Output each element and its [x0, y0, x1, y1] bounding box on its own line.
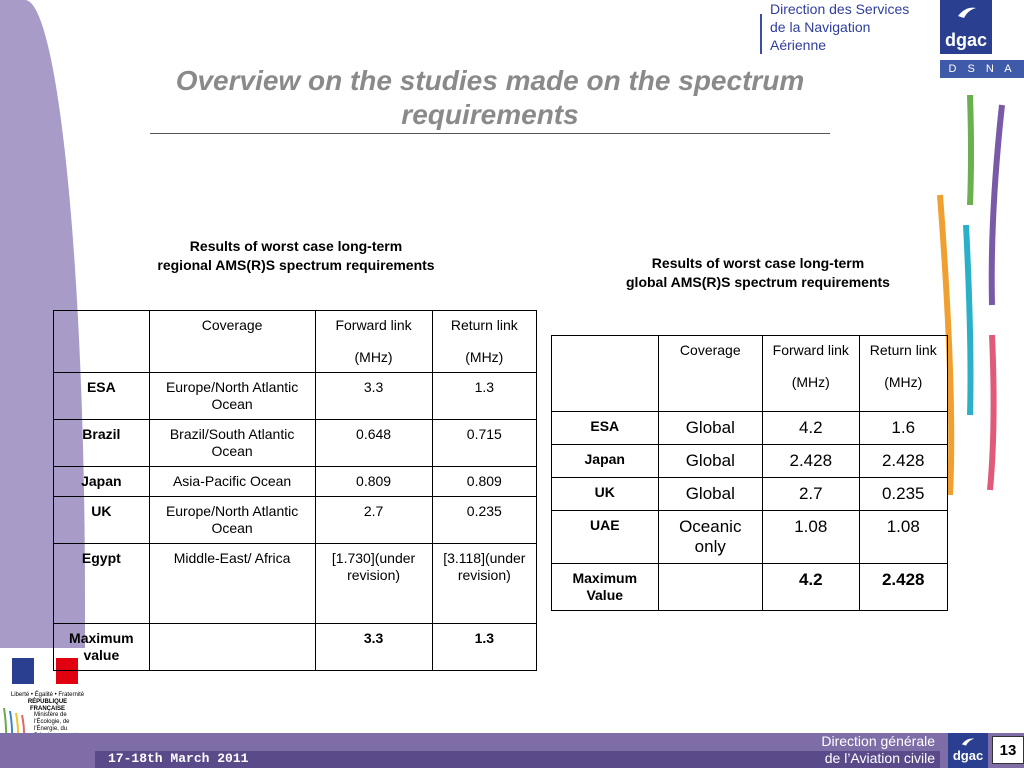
- row-forward: 2.7: [763, 478, 859, 511]
- header-divider: [760, 14, 762, 54]
- table-row-maximum: [552, 564, 948, 611]
- row-forward: 0.809: [315, 467, 432, 497]
- header-return-link: Return link (MHz): [432, 311, 536, 373]
- row-return: 1.3: [432, 624, 536, 671]
- row-coverage: Middle-East/ Africa: [149, 544, 315, 624]
- footer-date: 17-18th March 2011: [108, 751, 249, 766]
- table-row: [54, 544, 537, 624]
- bird-icon: [956, 4, 978, 20]
- global-requirements-table: [551, 335, 948, 611]
- page-number: 13: [992, 736, 1024, 764]
- table-row: [54, 420, 537, 467]
- row-forward: 3.3: [315, 624, 432, 671]
- row-forward: 1.08: [763, 511, 859, 564]
- row-return: 0.715: [432, 420, 536, 467]
- row-forward: [1.730](under revision): [315, 544, 432, 624]
- footer-dgac-name: Direction générale de l’Aviation civile: [821, 733, 935, 766]
- row-name: UAE: [552, 511, 659, 564]
- regional-requirements-table: [53, 310, 537, 671]
- row-coverage: Global: [658, 412, 763, 445]
- table-row: [552, 478, 948, 511]
- row-return: 0.235: [432, 497, 536, 544]
- row-name: Brazil: [54, 420, 150, 467]
- dsna-band: D S N A: [940, 60, 1024, 78]
- table-row: [54, 373, 537, 420]
- row-return: 2.428: [859, 564, 948, 611]
- row-name: Japan: [54, 467, 150, 497]
- row-return: 0.235: [859, 478, 948, 511]
- bird-icon: [960, 736, 976, 747]
- row-return: 1.6: [859, 412, 948, 445]
- row-coverage: Oceanic only: [658, 511, 763, 564]
- row-return: 0.809: [432, 467, 536, 497]
- row-coverage: Global: [658, 445, 763, 478]
- row-forward: 2.428: [763, 445, 859, 478]
- footer-dgac-logo: dgac: [948, 733, 988, 768]
- row-return: 1.3: [432, 373, 536, 420]
- table-row: [552, 511, 948, 564]
- row-coverage: [149, 624, 315, 671]
- row-forward: 0.648: [315, 420, 432, 467]
- regional-caption: Results of worst case long-term regional AMS(R)S spectrum requirements: [157, 238, 435, 273]
- row-name: Japan: [552, 445, 659, 478]
- page-title: Overview on the studies made on the spectrum requirements: [175, 65, 805, 130]
- table-row-maximum: [54, 624, 537, 671]
- table-row: [552, 445, 948, 478]
- row-return: 1.08: [859, 511, 948, 564]
- global-caption: Results of worst case long-term global AMS(R)S spectrum requirements: [626, 255, 890, 290]
- row-coverage: Asia-Pacific Ocean: [149, 467, 315, 497]
- row-return: 2.428: [859, 445, 948, 478]
- row-name: Maximum value: [54, 624, 150, 671]
- republic-label: Liberté • Égalité • Fraternité RÉPUBLIQUE FRANÇAISE: [10, 692, 85, 712]
- row-coverage: [658, 564, 763, 611]
- title-underline: [150, 133, 830, 134]
- row-return: [3.118](under revision): [432, 544, 536, 624]
- header-return-link: Return link (MHz): [859, 336, 948, 412]
- header-forward-link: Forward link (MHz): [763, 336, 859, 412]
- row-coverage: Brazil/South Atlantic Ocean: [149, 420, 315, 467]
- row-name: ESA: [54, 373, 150, 420]
- row-name: Maximum Value: [552, 564, 659, 611]
- dgac-logo: dgac: [940, 0, 992, 54]
- table-row: [54, 467, 537, 497]
- table-row: [54, 497, 537, 544]
- header-coverage: Coverage: [149, 311, 315, 373]
- row-coverage: Europe/North Atlantic Ocean: [149, 497, 315, 544]
- header-coverage: Coverage: [658, 336, 763, 412]
- row-forward: 4.2: [763, 564, 859, 611]
- row-coverage: Global: [658, 478, 763, 511]
- row-name: Egypt: [54, 544, 150, 624]
- ministry-name: Ministère de l'Écologie, de l'Énergie, du: [34, 712, 70, 732]
- header-empty-cell: [54, 311, 150, 373]
- row-forward: 2.7: [315, 497, 432, 544]
- table-header-row: [54, 311, 537, 373]
- table-header-row: [552, 336, 948, 412]
- row-forward: 3.3: [315, 373, 432, 420]
- row-name: ESA: [552, 412, 659, 445]
- row-coverage: Europe/North Atlantic Ocean: [149, 373, 315, 420]
- row-forward: 4.2: [763, 412, 859, 445]
- row-name: UK: [552, 478, 659, 511]
- header-empty-cell: [552, 336, 659, 412]
- dsna-org-name: Direction des Services de la Navigation Aérienne: [770, 1, 910, 53]
- row-name: UK: [54, 497, 150, 544]
- header-forward-link: Forward link (MHz): [315, 311, 432, 373]
- table-row: [552, 412, 948, 445]
